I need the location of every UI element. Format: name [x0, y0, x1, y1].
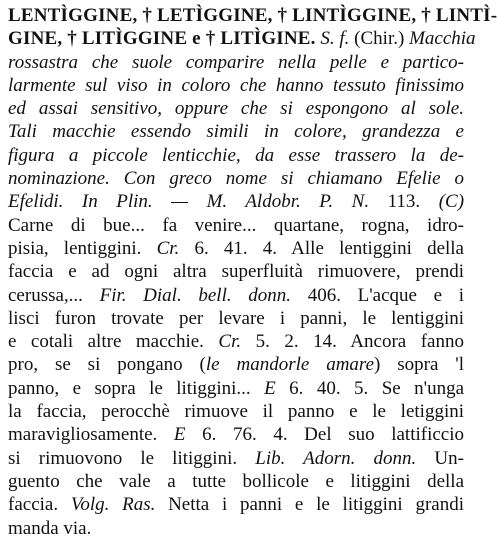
- entry-line: [8, 260, 464, 283]
- dictionary-entry: [8, 4, 497, 540]
- quotation-text: faccia e ad ogni altra superfluità rimuovere, prendi: [8, 261, 464, 283]
- entry-line: [8, 517, 464, 540]
- definition-text: ed assai sensitivo, oppure che si espongono al sole.: [8, 98, 464, 120]
- entry-line: [8, 470, 464, 493]
- quotation-text: 6. 40. 5. Se n'unga: [275, 377, 464, 399]
- entry-line: [8, 190, 464, 213]
- entry-line: [8, 144, 464, 167]
- grammar-label: S. f.: [315, 28, 355, 50]
- definition-text: figura a piccole lenticchie, da esse trassero la de-: [8, 144, 464, 166]
- definition-text: Tali macchie essendo simili in colore, grandezza e: [8, 121, 464, 143]
- quotation-text: cerussa,...: [8, 284, 100, 306]
- entry-line: [8, 330, 464, 353]
- entry-line: [8, 237, 464, 260]
- entry-line: [8, 447, 464, 470]
- citation-number: 113.: [369, 191, 439, 213]
- citation-source: Cr.: [218, 331, 242, 353]
- headword: GINE, † LITÌGGINE e † LITÌGINE.: [8, 28, 316, 50]
- quotation-text: Carne di bue... fa venire... quartane, rogna, idro-: [8, 214, 464, 236]
- editorial-gloss: le mandorle amare: [205, 354, 375, 376]
- entry-line: [8, 74, 464, 97]
- entry-line: [8, 423, 464, 446]
- definition-text: nominazione. Con greco nome si chiamano Efelie o: [8, 168, 464, 190]
- entry-line: [8, 120, 464, 143]
- entry-line: [8, 214, 464, 237]
- quotation-text: ) sopra 'l: [374, 354, 464, 376]
- quotation-text: pisia, lentiggini.: [8, 237, 157, 259]
- quotation-text: maravigliosamente.: [8, 424, 174, 446]
- entry-line: [8, 307, 464, 330]
- quotation-text: 406. L'acque e i: [291, 284, 465, 306]
- quotation-text: 6. 41. 4. Alle lentiggini della: [179, 237, 464, 259]
- entry-line: [8, 4, 497, 27]
- headword: LENTÌGGINE, † LETÌGGINE, † LINTÌGGINE, † LINTÌ-: [8, 5, 497, 26]
- citation-source: Cr.: [156, 237, 180, 259]
- quotation-text: panno, e sopra le litiggini...: [8, 377, 265, 399]
- citation-source: Volg. Ras.: [70, 494, 156, 516]
- entry-line: [8, 167, 464, 190]
- entry-line: [8, 493, 464, 516]
- quotation-text: e cotali altre macchie.: [8, 331, 219, 353]
- definition-text: Macchia: [409, 28, 476, 50]
- entry-line: [8, 51, 464, 74]
- quotation-text: 6. 76. 4. Del suo lattificcio: [185, 424, 464, 446]
- domain-label: (Chir.): [354, 28, 410, 50]
- quotation-text: lisci furon trovate per levare i panni, le lentiggini: [8, 307, 464, 329]
- quotation-text: faccia.: [8, 494, 71, 516]
- quotation-text: si rimuovono le litiggini.: [8, 447, 256, 469]
- quotation-text: guento che vale a tutte bollicole e litiggini della: [8, 470, 464, 492]
- entry-line: [8, 27, 476, 50]
- entry-line: [8, 284, 464, 307]
- quotation-text: pro, se si pongano (: [8, 354, 206, 376]
- citation-source: Efelidi. In Plin. — M. Aldobr. P. N.: [8, 191, 370, 213]
- definition-text: larmente sul viso in coloro che hanno tessuto finissimo: [8, 74, 464, 96]
- quotation-text: 5. 2. 14. Ancora fanno: [241, 331, 464, 353]
- definition-text: rossastra che suole comparire nella pelle e partico-: [8, 51, 464, 73]
- quotation-text: la faccia, perocchè rimuove il panno e le letiggini: [8, 401, 464, 423]
- citation-source: E: [264, 377, 276, 399]
- citation-source: E: [173, 424, 186, 446]
- citation-source: Lib. Adorn. donn.: [255, 447, 417, 469]
- quotation-text: manda via.: [8, 517, 92, 539]
- quotation-text: Netta i panni e le litiggini grandi: [155, 494, 464, 516]
- entry-line: [8, 377, 464, 400]
- entry-line: [8, 97, 464, 120]
- citation-marker: (C): [438, 191, 465, 213]
- citation-source: Fir. Dial. bell. donn.: [99, 284, 292, 306]
- quotation-text: Un-: [416, 447, 464, 469]
- entry-line: [8, 353, 464, 376]
- entry-line: [8, 400, 464, 423]
